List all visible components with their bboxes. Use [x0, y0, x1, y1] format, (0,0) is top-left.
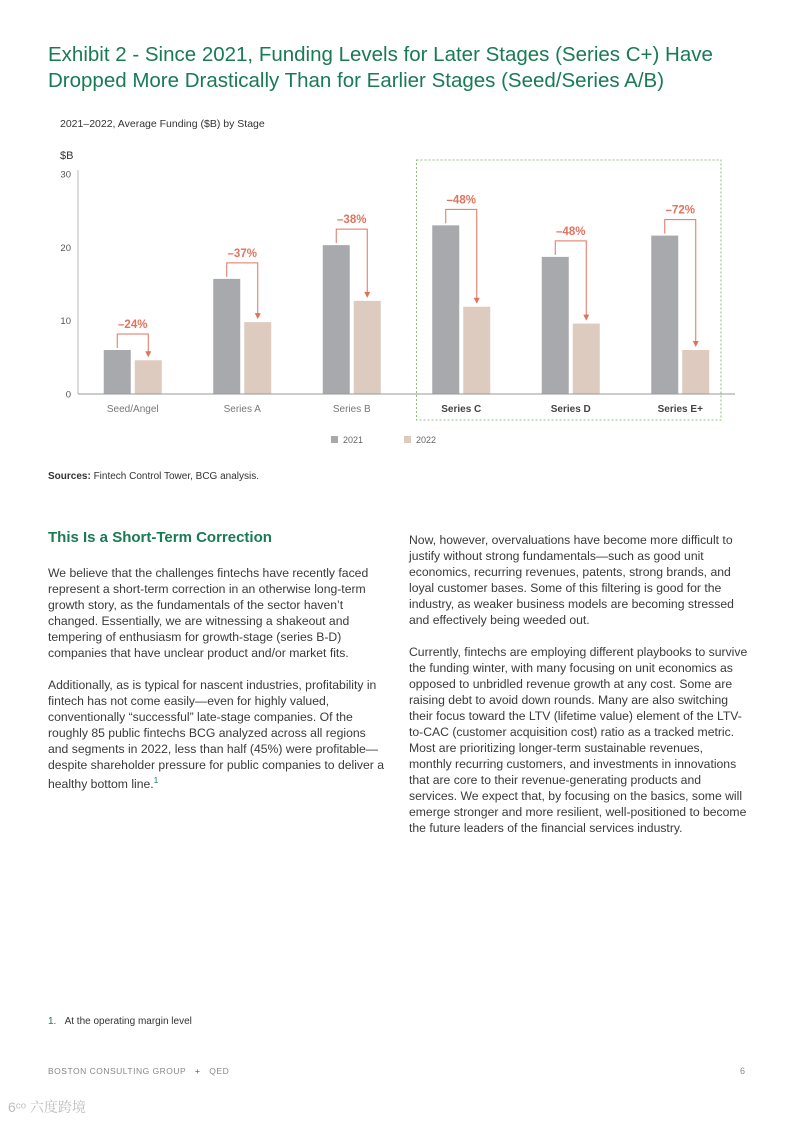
change-label: –38%: [337, 214, 367, 227]
bar-2021-seed-angel: [104, 350, 131, 394]
x-tick-label: Series B: [332, 404, 371, 415]
bar-2021-series-d: [542, 257, 569, 394]
bar-2022-series-a: [244, 322, 271, 394]
y-axis-label: $B: [60, 150, 74, 162]
left-paragraph-2-text: Additionally, as is typical for nascent industries, profitability in fintech has not come easily—even for highly valued, conventionally “successful” late-stage companies. Of the roughly 85 public fintechs BCG analyzed across all regions and segments in 2022, less than half (45%) were profitable—despite shareholder pressure for public companies to deliver a healthy bottom line.: [48, 678, 385, 792]
x-tick-label: Series C: [441, 404, 482, 415]
left-column: [48, 565, 388, 808]
change-arrowhead: [583, 315, 589, 321]
x-tick-label: Seed/Angel: [106, 404, 159, 415]
change-label: –72%: [665, 204, 695, 217]
y-tick-label: 10: [60, 316, 71, 328]
footer-separator: +: [194, 1066, 201, 1076]
bar-2022-series-e-: [682, 350, 709, 394]
page-number: 6: [739, 1066, 745, 1076]
footnote: [48, 1016, 192, 1027]
funding-bar-chart: [0, 140, 793, 460]
exhibit-title: Exhibit 2 - Since 2021, Funding Levels for Later Stages (Series C+) Have Dropped More Drastically Than for Earlier Stages (Seed/Series A/B): [48, 43, 713, 92]
change-arrowhead: [255, 313, 261, 319]
y-tick-label: 0: [65, 389, 71, 401]
footer-publisher: BOSTON CONSULTING GROUP: [48, 1066, 187, 1076]
watermark-logo: 6ᶜᵒ 六度跨境: [8, 1099, 86, 1115]
bar-2022-series-c: [463, 307, 490, 394]
change-label: –48%: [446, 194, 476, 207]
bar-2021-series-c: [432, 225, 459, 394]
footnote-number: 1.: [48, 1016, 57, 1027]
change-arrow: [117, 334, 148, 352]
left-paragraph-2: [48, 677, 388, 792]
change-label: –37%: [227, 247, 257, 260]
change-label: –24%: [118, 319, 148, 331]
y-tick-label: 30: [60, 169, 71, 181]
bar-2022-series-d: [573, 324, 600, 394]
section-heading: This Is a Short-Term Correction: [48, 529, 272, 546]
left-paragraph-1: We believe that the challenges fintechs have recently faced represent a short-term correction in an otherwise long-term growth story, as the fundamentals of the sector haven’t changed. Essentially, we are witnessing a shakeout and tempering of enthusiasm for growth-stage (series B-D) companies that have unclear product and/or market fits.: [48, 566, 369, 660]
right-paragraph-1: Now, however, overvaluations have become more difficult to justify without strong fundamentals—such as good unit economics, recurring revenues, patents, strong brands, and loyal customer bases. Some of this filtering is good for the industry, as weaker business models are becoming stressed and effectively being weeded out.: [409, 533, 734, 627]
change-label: –48%: [556, 225, 586, 238]
footnote-text: At the operating margin level: [64, 1016, 192, 1027]
chart-subtitle: 2021–2022, Average Funding ($B) by Stage: [60, 118, 265, 130]
bar-2021-series-a: [213, 279, 240, 394]
sources-label: Sources:: [48, 471, 91, 482]
legend-swatch-2021: [331, 436, 338, 443]
bar-2021-series-b: [323, 245, 350, 394]
footer-partner: QED: [209, 1066, 230, 1076]
change-arrowhead: [364, 292, 370, 298]
footnote-ref[interactable]: 1: [153, 776, 159, 785]
change-arrowhead: [145, 351, 151, 357]
right-column: [409, 532, 749, 852]
bar-2021-series-e-: [651, 236, 678, 394]
change-arrowhead: [693, 341, 699, 347]
x-tick-label: Series A: [223, 404, 261, 415]
page-footer: [48, 1066, 229, 1076]
y-tick-label: 20: [60, 242, 71, 254]
legend-label-2022: 2022: [416, 435, 437, 445]
sources-note: [48, 471, 259, 482]
sources-text: Fintech Control Tower, BCG analysis.: [93, 471, 260, 482]
right-paragraph-2: Currently, fintechs are employing different playbooks to survive the funding winter, with many focusing on unit economics as opposed to unbridled revenue growth at any cost. Some are raising debt to avoid down rounds. Many are also switching their focus toward the LTV (lifetime value) element of the LTV-to-CAC (customer acquisition cost) ratio as a tracked metric. Most are prioritizing longer-term sustainable revenues, monthly recurring customers, and investments in innovations that are core to their revenue-generating products and services. We expect that, by focusing on the basics, some will emerge stronger and more resilient, well-positioned to become the future leaders of the financial services industry.: [409, 645, 748, 835]
legend-swatch-2022: [404, 436, 411, 443]
x-tick-label: Series D: [550, 404, 591, 415]
x-tick-label: Series E+: [657, 404, 703, 415]
legend-label-2021: 2021: [343, 435, 364, 445]
bar-2022-series-b: [354, 301, 381, 394]
bar-2022-seed-angel: [135, 360, 162, 394]
change-arrowhead: [474, 298, 480, 304]
